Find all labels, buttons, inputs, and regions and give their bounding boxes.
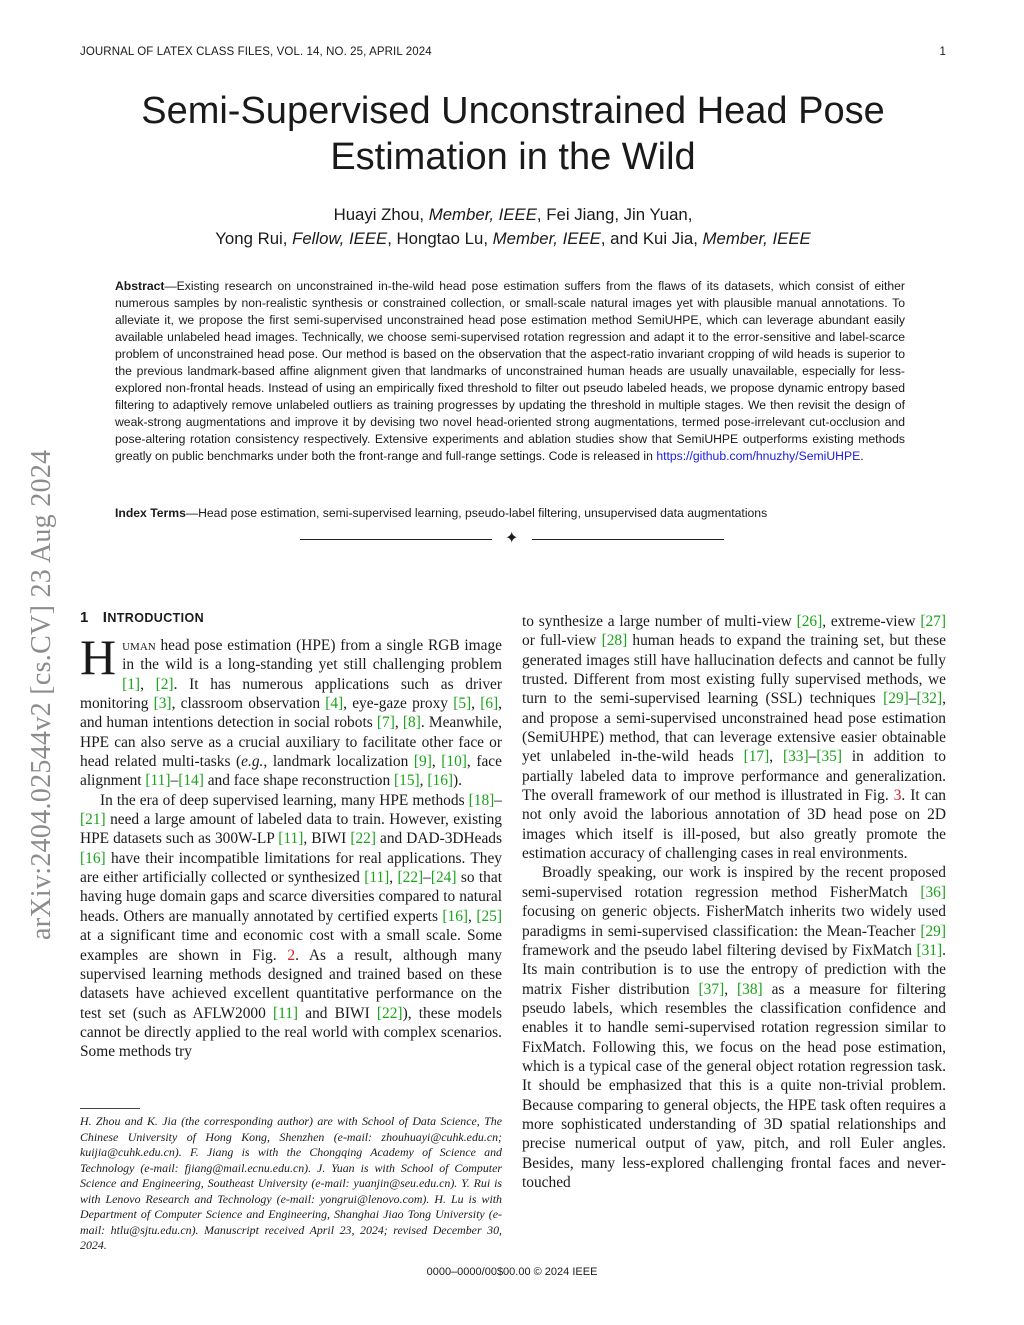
right-column [522,612,946,1192]
citation-link[interactable]: [33] [782,748,809,766]
text-run: at a significant time and economic cost with a small scale. Some examples are shown in Fig. [80,927,502,964]
text-run: , BIWI [303,830,351,848]
citation-link[interactable]: [16] [427,772,454,790]
figure-reference-link[interactable]: 2 [287,946,296,964]
text-run: have their incompatible limitations for real applications. They are either artificially collected or synthesized [80,849,502,887]
citation-link[interactable]: [15] [394,772,420,790]
citation-link[interactable]: [37] [698,980,725,998]
authors-line-1 [80,203,946,227]
text-run: . As a result, although many supervised learning methods designed and trained based on these datasets have achieved excellent quantitative performance on the test set (such as AFLW2000 [80,946,502,1022]
text-run: , classroom observation [171,695,326,713]
title-line-1: Semi-Supervised Unconstrained Head Pose [141,90,885,132]
author-name: , Hongtao Lu, [387,229,493,248]
text-run: and BIWI [298,1004,377,1022]
footnote: H. Zhou and K. Jia (the corresponding author) are with School of Data Science, The Chinese University of Hong Kong, Shenzhen (e-mail: zhouhuayi@cuhk.edu.cn; kuijia@cuhk.edu.cn). F. Jiang is with the Chongqing Academy of Science and Technology (e-mail: fjiang@mail.ecnu.edu.cn). J. Yuan is with School of Computer Science and Engineering, Southeast University (e-mail: yuanjin@seu.edu.cn). Y. Rui is with Lenovo Research and Technology (e-mail: yongrui@lenovo.com). H. Lu is with Department of Computer Science and Engineering, Shanghai Jiao Tong University (e-mail: htlu@sjtu.edu.cn). Manuscript received April 23, 2024; revised December 30, 2024. [80,1114,502,1252]
citation-link[interactable]: [11] [364,869,390,887]
citation-link[interactable]: [35] [816,748,842,766]
text-run: , landmark localization [263,753,414,771]
text-run: , and human intentions detection in social robots [80,695,503,732]
text-run: head pose estimation (HPE) from a single RGB image in the wild is a long-standing yet still challenging problem [122,637,502,674]
citation-link[interactable]: [36] [920,883,946,901]
author-name: Yong Rui, [215,229,293,248]
text-run: , [724,980,738,998]
citation-link[interactable]: [29] [920,922,946,940]
drop-cap: H [80,629,117,685]
text-run: , [471,695,481,713]
author-list [80,203,946,251]
text-run: , [394,714,403,732]
citation-link[interactable]: [28] [601,632,628,650]
author-membership: Member, IEEE [428,205,537,224]
paper-title [80,88,946,180]
author-membership: Member, IEEE [492,229,601,248]
section-heading [80,608,502,628]
text-run: – [170,772,179,790]
abstract [115,278,905,464]
text-run: , [389,869,398,887]
left-column [80,608,502,1062]
text-run: human heads to expand the training set, but these generated images still have hallucination defects and cannot be fully trusted. Different from most existing fully supervised methods, we turn to the semi-supervised learning (SSL) techniques [522,632,946,708]
abstract-label: Abstract [115,279,165,293]
author-membership: Fellow, IEEE [292,229,388,248]
citation-link[interactable]: [16] [80,849,106,867]
paragraph [522,612,946,863]
journal-name: JOURNAL OF LATEX CLASS FILES, VOL. 14, NO. 25, APRIL 2024 [80,46,432,58]
text-run: . Its main contribution is to use the entropy of prediction with the matrix Fisher distribution [522,941,946,998]
citation-link[interactable]: [29] [883,690,909,708]
separator-line-right [532,539,724,540]
citation-link[interactable]: [17] [743,748,770,766]
text-run: . Meanwhile, HPE can also serve as a crucial auxiliary to facilitate other face or head related multi-tasks ( [80,714,502,771]
text-run: and DAD-3DHeads [375,830,502,848]
text-run: ). [453,772,463,790]
text-run: framework and the pseudo label filtering devised by FixMatch [522,941,917,959]
text-run: , and propose a semi-supervised unconstrained head pose estimation (SemiUHPE) method, that can leverage extensive easier obtainable yet unlabeled in-the-wild heads [522,690,946,766]
section-title-rest: NTRODUCTION [107,611,205,625]
citation-link[interactable]: [6] [480,695,499,713]
text-run: and face shape reconstruction [203,772,395,790]
text-run: , [140,675,156,693]
text-run: Broadly speaking, our work is inspired by the recent proposed semi-supervised rotation regression method FisherMatch [522,864,946,901]
citation-link[interactable]: [1] [122,675,141,693]
citation-link[interactable]: [24] [430,869,457,887]
text-run: – [808,748,817,766]
diamond-icon: ✦ [505,530,519,547]
text-run: in addition to partially labeled data to improve performance and generalization. The overall framework of our method is illustrated in Fig. [522,748,946,805]
citation-link[interactable]: [26] [796,613,823,630]
author-name: , Fei Jiang, Jin Yuan, [536,205,693,224]
text-run: as a measure for filtering pseudo labels, which resembles the classification confidence and enables it to handle semi-supervised rotation regression similar to FixMatch. Following this, we focus on the head pose estimation, which is a typical case of the general object rotation regression task. It should be emphasized that this is a quite non-trivial problem. Because comparing to general objects, the HPE task often requires a more sophisticated understanding of 3D spatial relationships and precise numerical output of yaw, pitch, and roll Euler angles. Besides, many less-explored challenging frontal faces and never-touched [522,980,946,1191]
citation-link[interactable]: [14] [178,772,204,790]
index-terms-text: —Head pose estimation, semi-supervised learning, pseudo-label filtering, unsupervised data augmentations [185,506,768,520]
index-terms [115,505,905,522]
text-run: In the era of deep supervised learning, many HPE methods [100,791,469,809]
citation-link[interactable]: [8] [402,714,421,732]
title-line-2: Estimation in the Wild [330,136,696,178]
text-run: focusing on generic objects. FisherMatch inherits two widely used paradigms in semi-supervised classification: the Mean-Teacher [522,903,946,940]
citation-link[interactable]: [2] [155,675,174,693]
abstract-text: —Existing research on unconstrained in-the-wild head pose estimation suffers from the flaws of its datasets, which consist of either numerous samples by non-realistic synthesis or constrained collection, or small-scale natural images yet with plausible manual annotations. To alleviate it, we propose the first semi-supervised unconstrained head pose estimation method SemiUHPE, which can leverage abundant easily available unlabeled head images. Technically, we choose semi-supervised rotation regression and adapt it to the error-sensitive and label-scarce problem of unconstrained head pose. Our method is based on the observation that the aspect-ratio invariant cropping of wild heads is superior to the previous landmark-based affine alignment given that landmarks of unconstrained human heads are usually unavailable, especially for less-explored non-frontal heads. Instead of using an empirically fixed threshold to filter out pseudo labeled heads, we propose dynamic entropy based filtering to adaptively remove unlabeled outliers as training progresses by updating the threshold in multiple stages. We then revisit the design of weak-strong augmentations and improve it by devising two novel head-oriented strong augmentations, termed pose-irrelevant cut-occlusion and pose-altering rotation consistency respectively. Extensive experiments and ablation studies show that SemiUHPE outperforms existing methods greatly on public benchmarks under both the front-range and full-range settings. Code is released in [115,279,905,463]
citation-link[interactable]: [16] [442,907,469,925]
citation-link[interactable]: [3] [153,695,172,713]
paragraph [80,791,502,1062]
text-run: so that having huge domain gaps and scarce diversities compared to natural heads. Others are manually annotated by certified experts [80,869,502,925]
text-run: need a large amount of labeled data to train. However, existing HPE datasets such as 300W-LP [80,811,502,848]
citation-link[interactable]: [25] [476,907,502,925]
text-run: – [908,690,917,708]
citation-link[interactable]: [32] [916,690,943,708]
page-number: 1 [939,46,946,58]
text-run: to synthesize a large number of multi-view [522,613,797,630]
text-run: ), these models cannot be directly applied to the real world with complex scenarios. Some methods try [80,1004,502,1061]
paragraph [522,863,946,1192]
author-membership: Member, IEEE [702,229,811,248]
text-run: , [468,907,477,925]
small-caps-text: uman [122,637,156,654]
citation-link[interactable]: [27] [920,613,946,630]
citation-link[interactable]: [5] [453,695,472,713]
authors-line-2 [80,227,946,251]
abstract-end: . [860,448,864,463]
text-run: , eye-gaze proxy [343,695,454,713]
text-run: – [423,869,431,887]
text-run: , extreme-view [822,613,921,630]
running-header [80,46,946,62]
citation-link[interactable]: [7] [376,714,395,732]
citation-link[interactable]: [22] [350,830,376,848]
text-run: , [431,753,442,771]
citation-link[interactable]: [10] [441,753,467,771]
text-run: , [419,772,428,790]
citation-link[interactable]: [11] [278,830,304,848]
author-name: Huayi Zhou, [333,205,429,224]
citation-link[interactable]: [11] [272,1004,299,1022]
text-run: – [494,791,502,809]
paragraph [80,629,503,791]
italic-text: e.g. [241,753,264,771]
section-separator [300,530,724,550]
figure-reference-link[interactable]: 3 [893,787,902,805]
citation-link[interactable]: [4] [325,695,344,713]
separator-line-left [300,539,492,540]
citation-link[interactable]: [11] [145,772,171,790]
footnote-rule [80,1108,140,1109]
code-link[interactable]: https://github.com/hnuzhy/SemiUHPE [656,448,861,463]
citation-link[interactable]: [18] [468,791,495,809]
copyright-footer: 0000–0000/00$00.00 © 2024 IEEE [426,1266,598,1278]
text-run: . It can not only avoid the laborious annotation of 3D head pose on 2D images which itself is ill-posed, but also greatly promote the estimation accuracy of challenging cases in real environments. [522,787,947,863]
citation-link[interactable]: [38] [737,980,763,998]
text-run: . It has numerous applications such as driver monitoring [80,675,502,713]
section-title-initial: I [102,609,108,626]
section-number: 1 [80,609,89,626]
text-run: , face alignment [80,753,502,790]
citation-link[interactable]: [22] [376,1004,403,1022]
citation-link[interactable]: [31] [916,941,943,959]
arxiv-identifier: arXiv:2404.02544v2 [cs.CV] 23 Aug 2024 [26,449,57,940]
citation-link[interactable]: [9] [413,753,432,771]
citation-link[interactable]: [22] [397,869,424,887]
citation-link[interactable]: [21] [80,811,106,829]
text-run: , [769,748,783,766]
author-name: , and Kui Jia, [600,229,703,248]
text-run: or full-view [522,632,602,650]
index-terms-label: Index Terms [115,506,186,520]
